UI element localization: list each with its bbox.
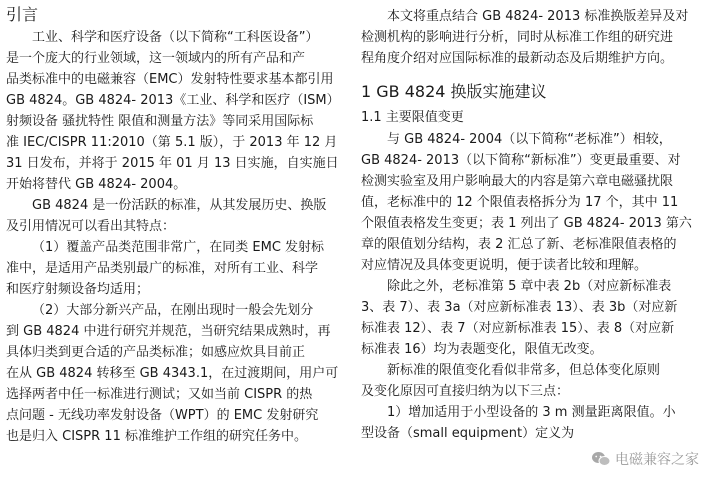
text-line: 个限值表格发生变更；表 1 列出了 GB 4824- 2013 第六 <box>361 216 692 231</box>
text-line: 及引用情况可以看出其特点： <box>6 219 176 234</box>
text-line: （2）大部分新兴产品，在刚出现时一般会先划分 <box>32 303 314 318</box>
text-line: 选择两者中任一标准进行测试；又如当前 CISPR 的热 <box>6 387 313 402</box>
text-line: 具体归类到更合适的产品类标准；如感应炊具目前正 <box>6 345 306 360</box>
text-line: 开始将替代 GB 4824- 2004。 <box>6 177 187 192</box>
text-line: 和医疗射频设备均适用； <box>6 282 150 297</box>
text-line: 值，老标准中的 12 个限值表格拆分为 17 个，其中 11 <box>361 195 679 210</box>
text-line: 在从 GB 4824 转移至 GB 4343.1，在过渡期间，用户可 <box>6 366 339 381</box>
text-line: 点问题 - 无线功率发射设备（WPT）的 EMC 发射研究 <box>6 408 319 423</box>
text-line: 检测机构的影响进行分析，同时从标准工作组的研究进 <box>361 30 674 45</box>
subsection-heading: 1.1 主要限值变更 <box>361 110 464 125</box>
text-line: 型设备（small equipment）定义为 <box>361 426 575 441</box>
text-line: 工业、科学和医疗设备（以下简称“工科医设备”） <box>32 30 319 45</box>
text-line: 是一个庞大的行业领域，这一领域内的所有产品和产 <box>6 51 306 66</box>
watermark-text: 电磁兼容之家 <box>615 452 699 468</box>
section-heading: 1 GB 4824 换版实施建议 <box>361 82 547 101</box>
text-line: 标准表 16）均为表题变化，限值无改变。 <box>361 342 603 357</box>
text-line: 1）增加适用于小型设备的 3 m 测量距离限值。小 <box>387 405 676 420</box>
text-line: GB 4824- 2013（以下简称“新标准”）变更最重要、对 <box>361 153 681 168</box>
text-line: 除此之外，老标准第 5 章中表 2b（对应新标准表 <box>387 279 672 294</box>
text-line: （1）覆盖产品类范围非常广，在同类 EMC 发射标 <box>32 240 325 255</box>
text-line: 程角度介绍对应国际标准的最新动态及后期维护方向。 <box>361 51 674 66</box>
text-line: 及变化原因可直接归纳为以下三点： <box>361 384 570 399</box>
intro-heading: 引言 <box>6 5 39 24</box>
text-line: 准 IEC/CISPR 11:2010（第 5.1 版），于 2013 年 12 月 <box>6 135 338 150</box>
text-line: 31 日发布，并将于 2015 年 01 月 13 日实施，自实施日 <box>6 156 339 171</box>
text-line: 品类标准中的电磁兼容（EMC）发射特性要求基本都引用 <box>6 72 334 87</box>
watermark <box>591 449 699 469</box>
right-column <box>361 0 707 444</box>
wechat-icon <box>591 451 611 467</box>
text-line: GB 4824 是一份活跃的标准，从其发展历史、换版 <box>32 198 327 213</box>
text-line: 射频设备 骚扰特性 限值和测量方法》等同采用国际标 <box>6 114 314 129</box>
text-line: 3、表 7）、表 3a（对应新标准表 13）、表 3b（对应新 <box>361 300 678 315</box>
text-line: 对应情况及具体变更说明，便于读者比较和理解。 <box>361 258 648 273</box>
text-line: GB 4824。GB 4824- 2013《工业、科学和医疗（ISM） <box>6 93 340 108</box>
text-line: 本文将重点结合 GB 4824- 2013 标准换版差异及对 <box>387 9 689 24</box>
text-line: 与 GB 4824- 2004（以下简称“老标准”）相较， <box>387 132 672 147</box>
text-line: 章的限值划分结构，表 2 汇总了新、老标准限值表格的 <box>361 237 677 252</box>
text-line: 到 GB 4824 中进行研究并规范，当研究结果成熟时，再 <box>6 324 331 339</box>
text-line: 检测实验室及用户影响最大的内容是第六章电磁骚扰限 <box>361 174 674 189</box>
text-line: 准中，是适用产品类别最广的标准，对所有工业、科学 <box>6 261 319 276</box>
text-line: 也是归入 CISPR 11 标准维护工作组的研究任务中。 <box>6 429 307 444</box>
text-line: 标准表 12）、表 7（对应新标准表 15）、表 8（对应新 <box>361 321 675 336</box>
left-column <box>6 0 352 447</box>
text-line: 新标准的限值变化看似非常多，但总体变化原则 <box>387 363 661 378</box>
